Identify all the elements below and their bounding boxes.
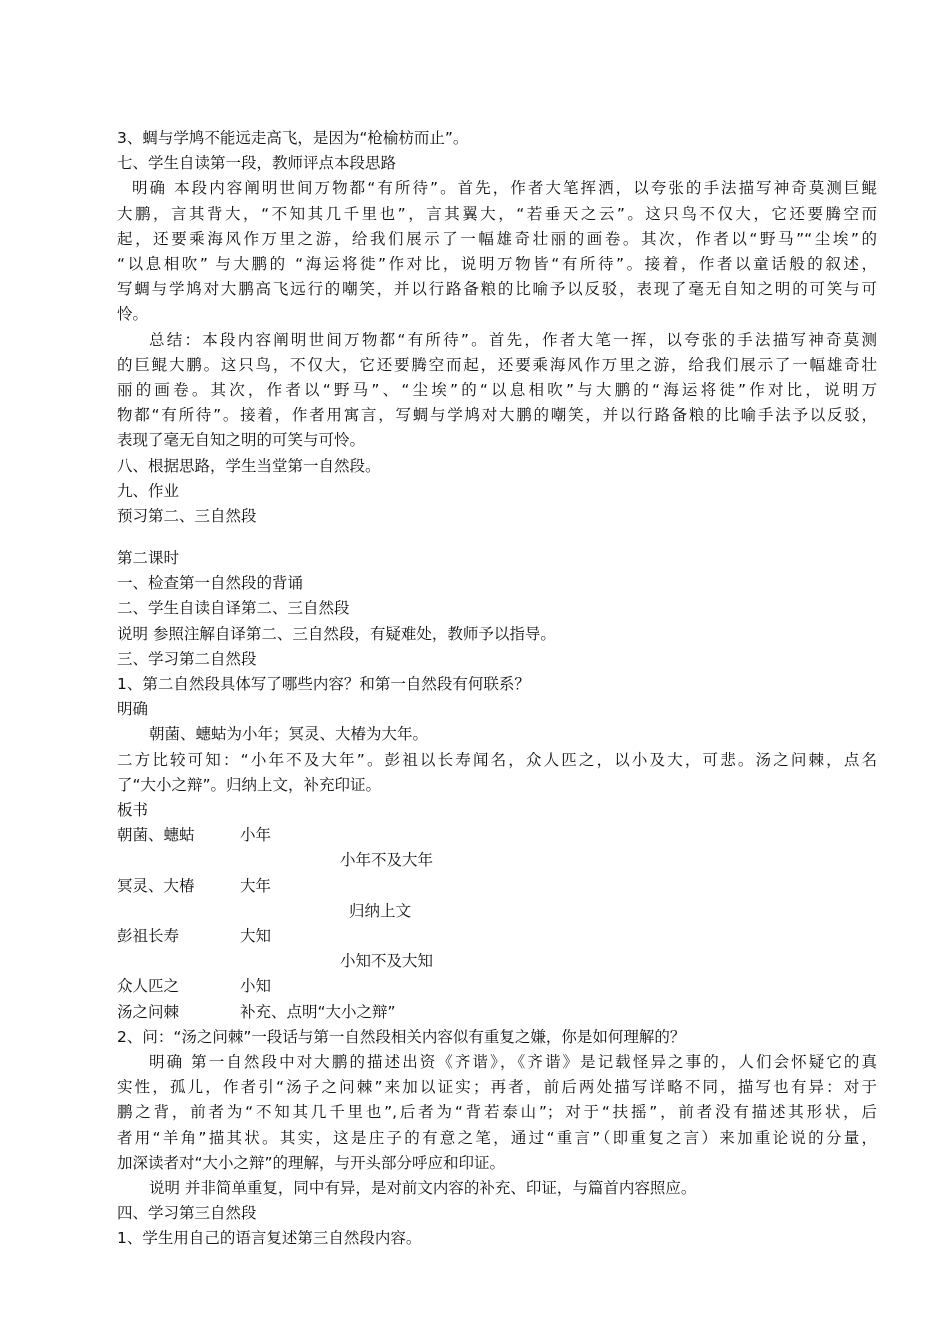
- banshu-row: [117, 924, 877, 949]
- text-line: 说明 参照注解自译第二、三自然段，有疑难处，教师予以指导。: [117, 624, 556, 643]
- text-line: 物都“有所待”。接着，作者用寓言，写蜩与学鸠对大鹏的嘲笑，并以行路备粮的比喻手法予以反驳，: [117, 406, 877, 425]
- text-line: 表现了毫无自知之明的可笑与可怜。: [117, 431, 366, 450]
- text-line: 明确: [117, 700, 149, 719]
- text-line: 起，还要乘海风作万里之游，给我们展示了一幅雄奇壮丽的画卷。其次，作者以“野马”“尘埃”的: [117, 229, 877, 248]
- banshu-row: [117, 974, 877, 999]
- section-heading: 二、学生自读自译第二、三自然段: [117, 599, 350, 618]
- text-line: 鹏之背，前者为“不知其几千里也”,后者为“背若泰山”；对于“扶摇”，前者没有描述其形状，后: [117, 1103, 877, 1122]
- banshu-row: [117, 949, 877, 974]
- text-line: 朝菌、蟪蛄为小年；冥灵、大椿为大年。: [149, 725, 429, 744]
- section-heading: 三、学习第二自然段: [117, 649, 257, 668]
- banshu-row: [117, 874, 877, 899]
- text-line: 二方比较可知：“小年不及大年”。彭祖以长寿闻名，众人匹之，以小及大，可悲。汤之问棘，点名: [117, 750, 877, 769]
- banshu-row: [117, 848, 877, 873]
- text-line: 者用“羊角”描其状。其实，这是庄子的有意之笔，通过“重言”（即重复之言）来加重论说的分量，: [117, 1128, 877, 1147]
- text-line: 加深读者对“大小之辩”的理解，与开头部分呼应和印证。: [117, 1153, 506, 1172]
- text-line: “以息相吹” 与大鹏的 “海运将徙”作对比，说明万物皆“有所待”。接着，作者以童话般的叙述，: [117, 255, 877, 274]
- lesson-title: 第二课时: [117, 549, 180, 567]
- banshu-conclusion: 归纳上文: [349, 901, 412, 920]
- text-line: 写蜩与学鸠对大鹏高飞远行的嘲笑，并以行路备粮的比喻予以反驳，表现了毫无自知之明的可笑与可: [117, 280, 877, 299]
- section-heading: 七、学生自读第一段，教师评点本段思路: [117, 154, 397, 173]
- text-line: 总结：本段内容阐明世间万物都“有所待”。首先，作者大笔一挥，以夸张的手法描写神奇莫测: [149, 330, 877, 349]
- banshu-item: 大年: [240, 876, 272, 895]
- banshu-item: 小年: [240, 826, 272, 845]
- text-line: 怜。: [117, 305, 149, 324]
- text-line: 3、蜩与学鸠不能远走高飞，是因为“枪榆枋而止”。: [117, 129, 469, 147]
- banshu-conclusion: 小年不及大年: [340, 851, 434, 870]
- text-line: 说明 并非简单重复，同中有异，是对前文内容的补充、印证，与篇首内容照应。: [149, 1178, 697, 1197]
- text-line: 大鹏，言其背大，“不知其几千里也”，言其翼大，“若垂天之云”。这只鸟不仅大，它还要腾空而: [117, 204, 877, 223]
- banshu-item: 小知: [240, 977, 272, 996]
- banshu-item: 朝菌、蟪蛄: [117, 826, 195, 845]
- banshu-title: 板书: [117, 801, 149, 820]
- question: 1、第二自然段具体写了哪些内容？和第一自然段有何联系？: [117, 675, 530, 694]
- text-line: 丽的画卷。其次，作者以“野马”、“尘埃”的“以息相吹”与大鹏的“海运将徙”作对比，说明万: [117, 381, 877, 400]
- question: 2、问：“汤之问棘”一段话与第一自然段相关内容似有重复之嫌，你是如何理解的？: [117, 1027, 686, 1046]
- text-line: 实性，孤儿，作者引“汤子之问棘”来加以证实；再者，前后两处描写详略不同，描写也有异：对于: [117, 1078, 877, 1097]
- text-line: 明确 本段内容阐明世间万物都“有所待”。首先，作者大笔挥洒，以夸张的手法描写神奇莫测巨鲲: [132, 179, 877, 198]
- text-line: 的巨鲲大鹏。这只鸟，不仅大，它还要腾空而起，还要乘海风作万里之游，给我们展示了一幅雄奇壮: [117, 355, 877, 374]
- banshu-row: [117, 899, 877, 924]
- section-heading: 四、学习第三自然段: [117, 1204, 257, 1223]
- text-line: 了“大小之辩”。归纳上文，补充印证。: [117, 775, 382, 794]
- section-heading: 九、作业: [117, 481, 180, 500]
- banshu-item: 大知: [240, 926, 272, 945]
- banshu-conclusion: 小知不及大知: [340, 952, 434, 971]
- banshu-row: [117, 823, 877, 848]
- section-heading: 八、根据思路，学生当堂第一自然段。: [117, 456, 381, 475]
- banshu-item: 冥灵、大椿: [117, 876, 195, 895]
- text-line: 明确 第一自然段中对大鹏的描述出资《齐谐》，《齐谐》是记载怪异之事的，人们会怀疑它的真: [149, 1052, 877, 1071]
- banshu-row: [117, 1000, 877, 1025]
- banshu-item: 汤之问棘: [117, 1002, 180, 1021]
- text-line: 1、学生用自己的语言复述第三自然段内容。: [117, 1229, 422, 1248]
- section-heading: 一、检查第一自然段的背诵: [117, 574, 304, 593]
- banshu-item: 彭祖长寿: [117, 926, 180, 945]
- lesson-two: [117, 546, 877, 1252]
- text-line: 预习第二、三自然段: [117, 507, 257, 526]
- section-seven: [117, 126, 877, 529]
- banshu-item: 补充、点明“大小之辩”: [240, 1002, 396, 1021]
- banshu-item: 众人匹之: [117, 977, 180, 996]
